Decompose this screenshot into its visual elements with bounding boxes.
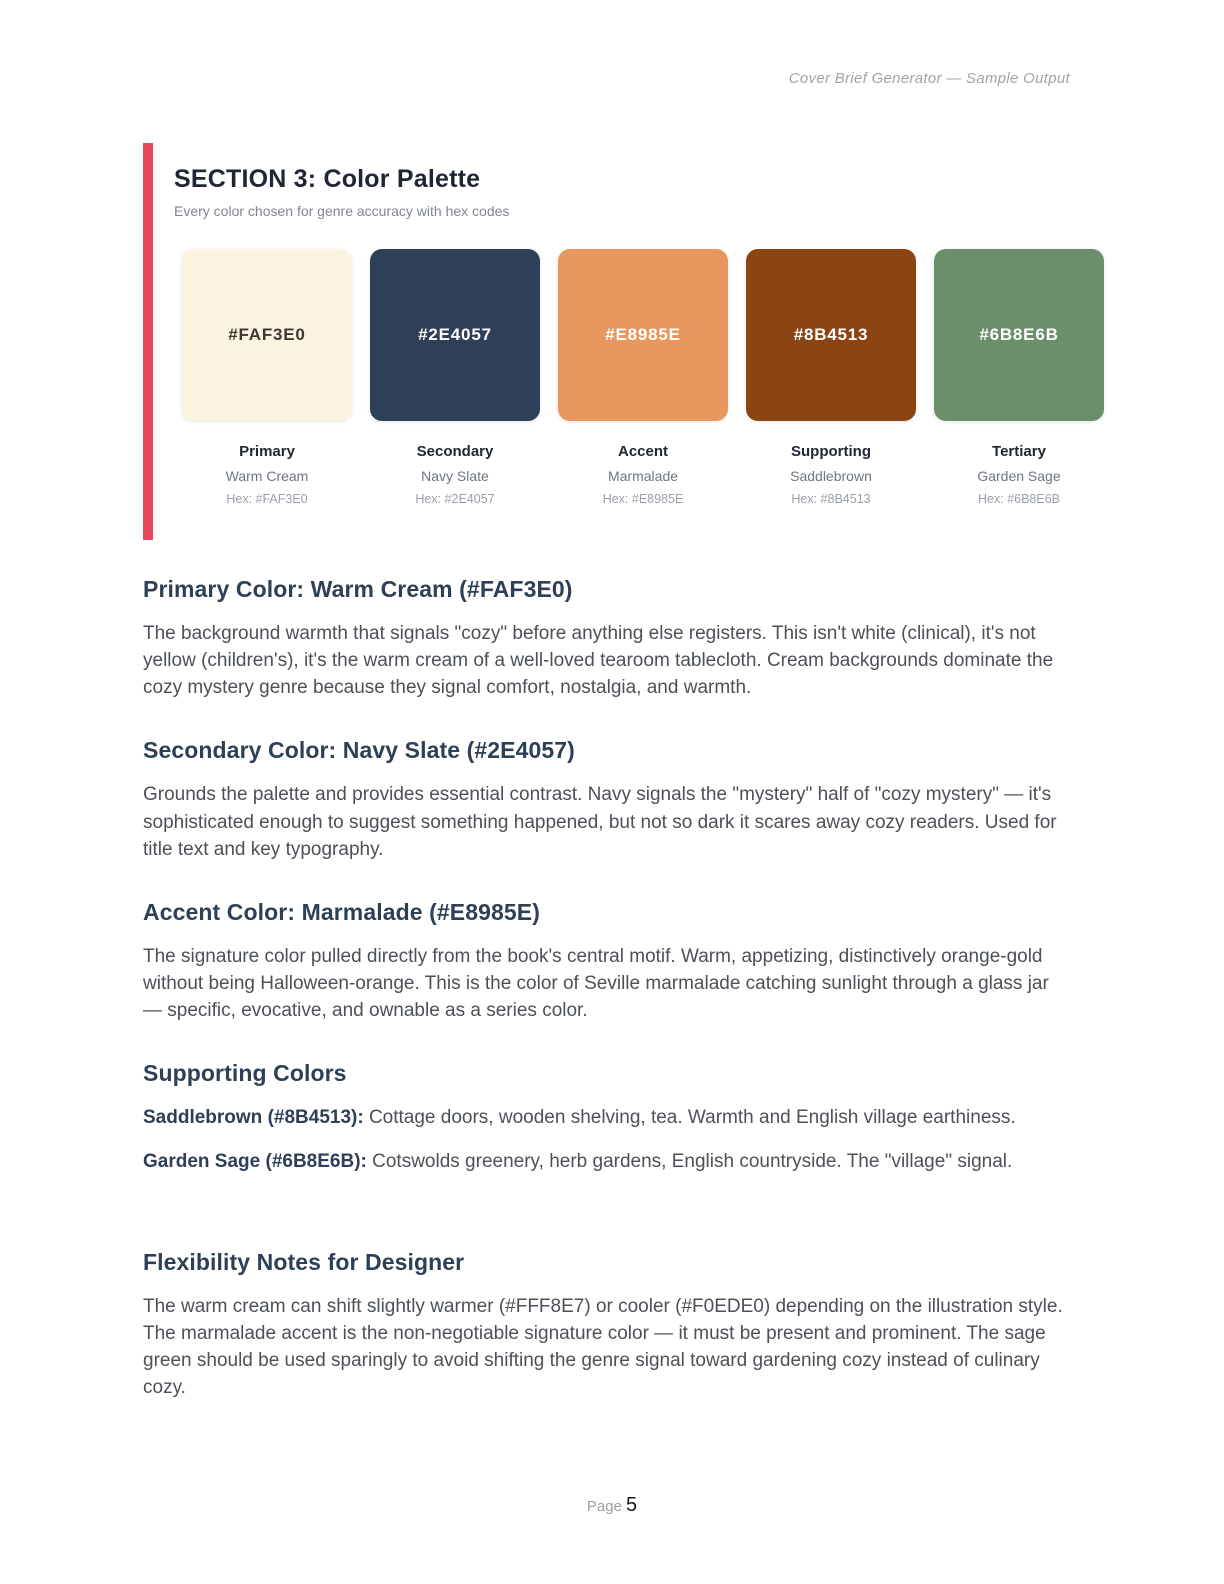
swatch-column-tertiary: [934, 249, 1104, 506]
swatch-column-accent: [558, 249, 728, 506]
flexibility-notes-heading: Flexibility Notes for Designer: [143, 1248, 465, 1275]
swatch-color-name: Marmalade: [607, 468, 679, 484]
saddlebrown-text: Cottage doors, wooden shelving, tea. Warmth and English village earthiness.: [363, 1107, 1016, 1129]
saddlebrown-label: Saddlebrown (#8B4513):: [143, 1107, 364, 1129]
swatch-column-secondary: [370, 249, 540, 506]
swatch-color-name: Navy Slate: [421, 468, 489, 484]
swatch-hex-label: Hex: #E8985E: [602, 492, 684, 506]
flexibility-notes-section: [143, 1249, 1064, 1402]
garden-sage-paragraph: [143, 1148, 1064, 1175]
swatch-role-label: Primary: [239, 443, 295, 460]
swatch-color-name: Garden Sage: [977, 468, 1061, 484]
swatch-hex-label: Hex: #8B4513: [791, 492, 871, 506]
watermark-text: Cover Brief Generator — Sample Output: [788, 70, 1070, 87]
color-swatch-supporting: #8B4513: [746, 249, 916, 421]
swatch-row: [182, 249, 1104, 506]
swatch-hex-label: Hex: #FAF3E0: [226, 492, 308, 506]
swatch-role-label: Accent: [617, 443, 669, 460]
page-footer: [0, 1494, 1224, 1517]
swatch-role-label: Supporting: [791, 443, 871, 460]
color-swatch-secondary: #2E4057: [370, 249, 540, 421]
page-number: 5: [625, 1494, 638, 1516]
supporting-colors-heading: Supporting Colors: [143, 1060, 347, 1087]
accent-color-heading: Accent Color: Marmalade (#E8985E): [143, 898, 540, 925]
body-text-column: [143, 576, 1064, 1401]
swatch-column-supporting: [746, 249, 916, 506]
saddlebrown-paragraph: [143, 1104, 1064, 1131]
page-label: Page: [586, 1498, 622, 1515]
accent-color-section: [143, 899, 1064, 1024]
swatch-color-name: Warm Cream: [225, 468, 309, 484]
swatch-role-label: Secondary: [416, 443, 494, 460]
secondary-color-section: [143, 737, 1064, 862]
swatch-hex-label: Hex: #6B8E6B: [978, 492, 1060, 506]
primary-color-paragraph: The background warmth that signals "cozy" before anything else registers. This isn't white (clinical), it's not yellow (children's), it's the warm cream of a well-loved tearoom tablecloth. Cream backgrounds dominate the cozy mystery genre because they signal comfort, nostalgia, and warmth.: [143, 623, 1054, 699]
garden-sage-text: Cotswolds greenery, herb gardens, English countryside. The "village" signal.: [366, 1150, 1013, 1172]
color-swatch-tertiary: #6B8E6B: [934, 249, 1104, 421]
primary-color-heading: Primary Color: Warm Cream (#FAF3E0): [143, 576, 573, 602]
color-swatch-accent: #E8985E: [558, 249, 728, 421]
swatch-column-primary: [182, 249, 352, 506]
swatch-hex-label: Hex: #2E4057: [415, 492, 495, 506]
secondary-color-paragraph: Grounds the palette and provides essential contrast. Navy signals the "mystery" half of "cozy mystery" — it's sophisticated enough to suggest something happened, but not so dark it scares away cozy readers. Used for title text and key typography.: [143, 784, 1057, 860]
color-palette-section: [143, 143, 1096, 540]
swatch-role-label: Tertiary: [992, 443, 1046, 460]
flexibility-notes-paragraph: The warm cream can shift slightly warmer (#FFF8E7) or cooler (#F0EDE0) depending on the illustration style. The marmalade accent is the non-negotiable signature color — it must be present and prominent. The sage green should be used sparingly to avoid shifting the genre signal toward gardening cozy instead of culinary cozy.: [143, 1295, 1063, 1399]
accent-color-paragraph: The signature color pulled directly from the book's central motif. Warm, appetizing, distinctively orange-gold without being Halloween-orange. This is the color of Seville marmalade catching sunlight through a glass jar — specific, evocative, and ownable as a series color.: [143, 945, 1049, 1022]
garden-sage-label: Garden Sage (#6B8E6B):: [143, 1150, 367, 1172]
supporting-colors-section: [143, 1060, 1064, 1174]
swatch-color-name: Saddlebrown: [790, 468, 872, 484]
section-subtitle: Every color chosen for genre accuracy with hex codes: [174, 203, 510, 219]
secondary-color-heading: Secondary Color: Navy Slate (#2E4057): [143, 737, 575, 764]
color-swatch-primary: #FAF3E0: [182, 249, 352, 421]
section-title: SECTION 3: Color Palette: [174, 165, 481, 193]
primary-color-section: [143, 576, 1064, 701]
